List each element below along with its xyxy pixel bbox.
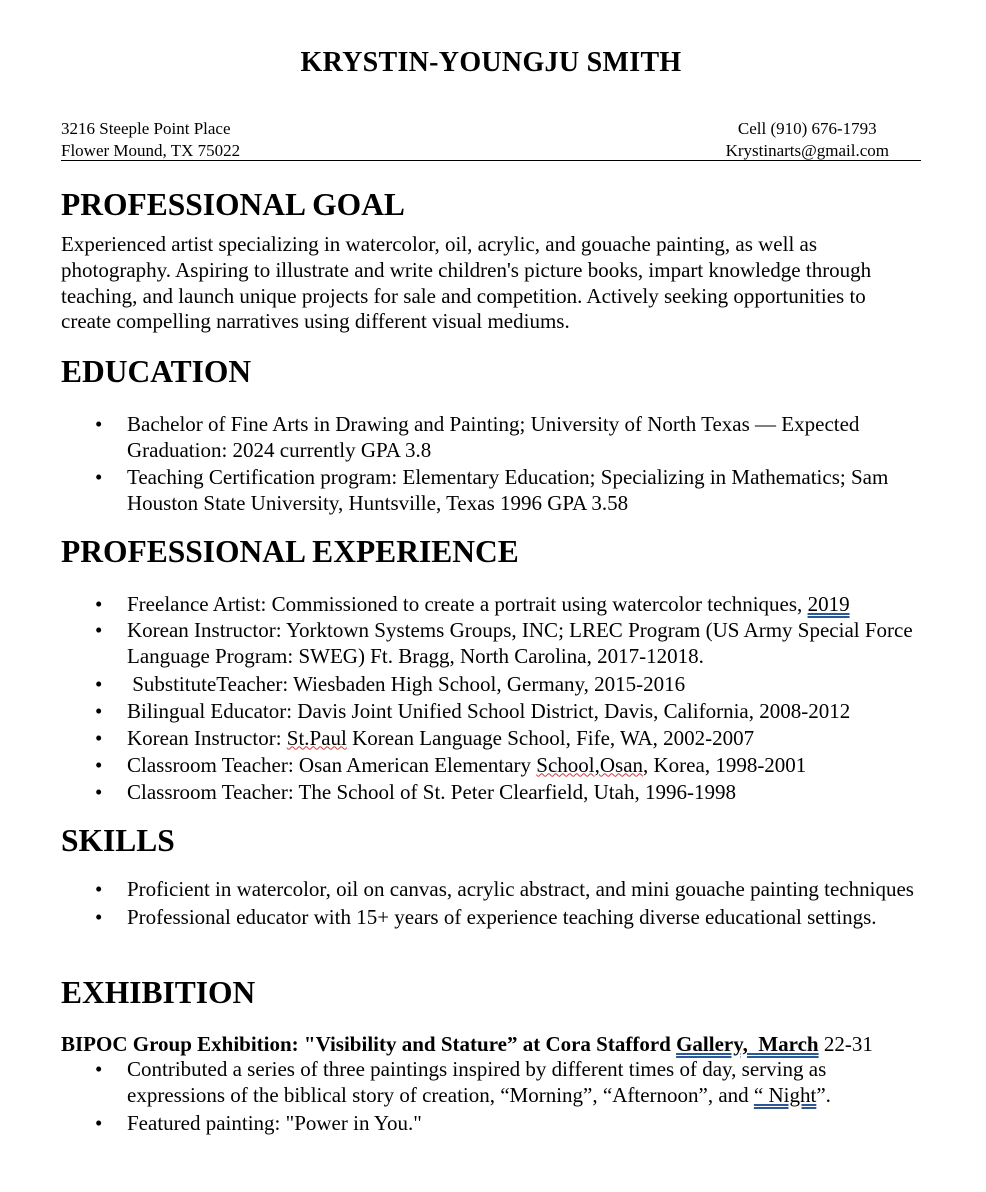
skills-list (61, 877, 921, 930)
bullet-icon: • (95, 698, 103, 723)
list-item (61, 1057, 921, 1109)
bullet-icon: • (95, 725, 103, 750)
phone: Cell (910) 676-1793 (737, 119, 877, 138)
phone-email (726, 118, 889, 161)
email: Krystinarts@gmail.com (725, 140, 889, 160)
bullet-icon: • (95, 1057, 103, 1081)
exhibition-list (61, 1057, 921, 1136)
list-item (61, 752, 921, 778)
section-heading-exhibition: EXHIBITION (61, 975, 256, 1010)
bullet-icon: • (95, 752, 103, 777)
experience-item-4: Bilingual Educator: Davis Joint Unified School District, Davis, California, 2008-2012 (127, 698, 851, 723)
bullet-icon: • (95, 592, 103, 616)
exhibition-title-pre: BIPOC Group Exhibition: "Visibility and Stature” at Cora Stafford (61, 1032, 677, 1056)
experience-section (61, 534, 921, 805)
experience-item-7: Classroom Teacher: The School of St. Peter Clearfield, Utah, 1996-1998 (127, 779, 736, 804)
section-heading-goal: PROFESSIONAL GOAL (61, 187, 405, 222)
exhibition-item-1-post: ”. (816, 1082, 831, 1107)
education-list (61, 411, 921, 516)
experience-item-1: Freelance Artist: Commissioned to create a portrait using watercolor techniques, (127, 592, 808, 616)
bullet-icon: • (95, 779, 103, 804)
skills-item-1: Proficient in watercolor, oil on canvas, acrylic abstract, and mini gouache painting techniques (127, 877, 914, 901)
bullet-icon: • (95, 1110, 103, 1135)
spellcheck-mark: School,Osan (536, 752, 644, 777)
experience-item-6-post: , Korea, 1998-2001 (643, 752, 807, 777)
education-item-2: Teaching Certification program: Elementary Education; Specializing in Mathematics; Sam Houston State University, Huntsville, Texas 1996 GPA 3.58 (127, 465, 889, 515)
bullet-icon: • (95, 877, 103, 901)
experience-item-5-pre: Korean Instructor: (127, 725, 287, 750)
section-heading-skills: SKILLS (61, 823, 175, 858)
spellcheck-mark: St.Paul (286, 725, 347, 750)
exhibition-title-link: Gallery, March (676, 1032, 819, 1056)
section-heading-education: EDUCATION (61, 354, 252, 389)
education-section (61, 354, 921, 516)
skills-section (61, 823, 921, 930)
professional-goal-section (61, 187, 921, 335)
bullet-icon: • (95, 671, 103, 696)
exhibition-title-post: 22-31 (818, 1032, 873, 1056)
list-item (61, 779, 921, 805)
list-item (61, 877, 921, 903)
bullet-icon: • (95, 465, 103, 489)
exhibition-title (61, 1031, 921, 1057)
education-item-1: Bachelor of Fine Arts in Drawing and Painting; University of North Texas — Expected Graduation: 2024 currently GPA 3.8 (127, 412, 860, 462)
header-divider (61, 160, 921, 161)
list-item (61, 618, 921, 670)
experience-item-6-pre: Classroom Teacher: Osan American Elementary (127, 752, 537, 777)
experience-item-5-post: Korean Language School, Fife, WA, 2002-2007 (346, 725, 755, 750)
list-item (61, 725, 921, 751)
experience-list (61, 591, 921, 805)
bullet-icon: • (95, 412, 103, 436)
list-item (61, 904, 921, 930)
exhibition-item-1-pre: Contributed a series of three paintings inspired by different times of day, serving as expressions of the biblical story of creation, “Morning”, “Afternoon”, and (127, 1057, 827, 1107)
list-item (61, 591, 921, 617)
list-item (61, 411, 921, 463)
list-item (61, 1110, 921, 1136)
list-item (61, 464, 921, 516)
address-line-2: Flower Mound, TX 75022 (61, 140, 241, 160)
goal-text: Experienced artist specializing in watercolor, oil, acrylic, and gouache painting, as well as photography. Aspiring to illustrate and write children's picture books, impart knowledge through teaching, and launch unique projects for sale and competition. Actively seeking opportunities to create compelling narratives using different visual mediums. (61, 232, 872, 334)
experience-item-2: Korean Instructor: Yorktown Systems Groups, INC; LREC Program (US Army Special Force Language Program: SWEG) Ft. Bragg, North Carolina, 2017-12018. (127, 618, 913, 668)
bullet-icon: • (95, 904, 103, 929)
exhibition-section (61, 975, 921, 1136)
list-item (61, 698, 921, 724)
candidate-name: KRYSTIN-YOUNGJU SMITH (300, 47, 682, 78)
skills-item-2: Professional educator with 15+ years of experience teaching diverse educational settings. (127, 904, 877, 929)
list-item (61, 671, 921, 697)
experience-item-1-year: 2019 (807, 592, 850, 616)
address-line-1: 3216 Steeple Point Place (61, 119, 231, 138)
exhibition-item-2: Featured painting: "Power in You." (127, 1110, 422, 1135)
bullet-icon: • (95, 618, 103, 642)
section-heading-experience: PROFESSIONAL EXPERIENCE (61, 534, 519, 569)
exhibition-item-1-link: “ Night (753, 1082, 817, 1107)
experience-item-3: SubstituteTeacher: Wiesbaden High School, Germany, 2015-2016 (127, 671, 686, 696)
address (61, 118, 240, 161)
